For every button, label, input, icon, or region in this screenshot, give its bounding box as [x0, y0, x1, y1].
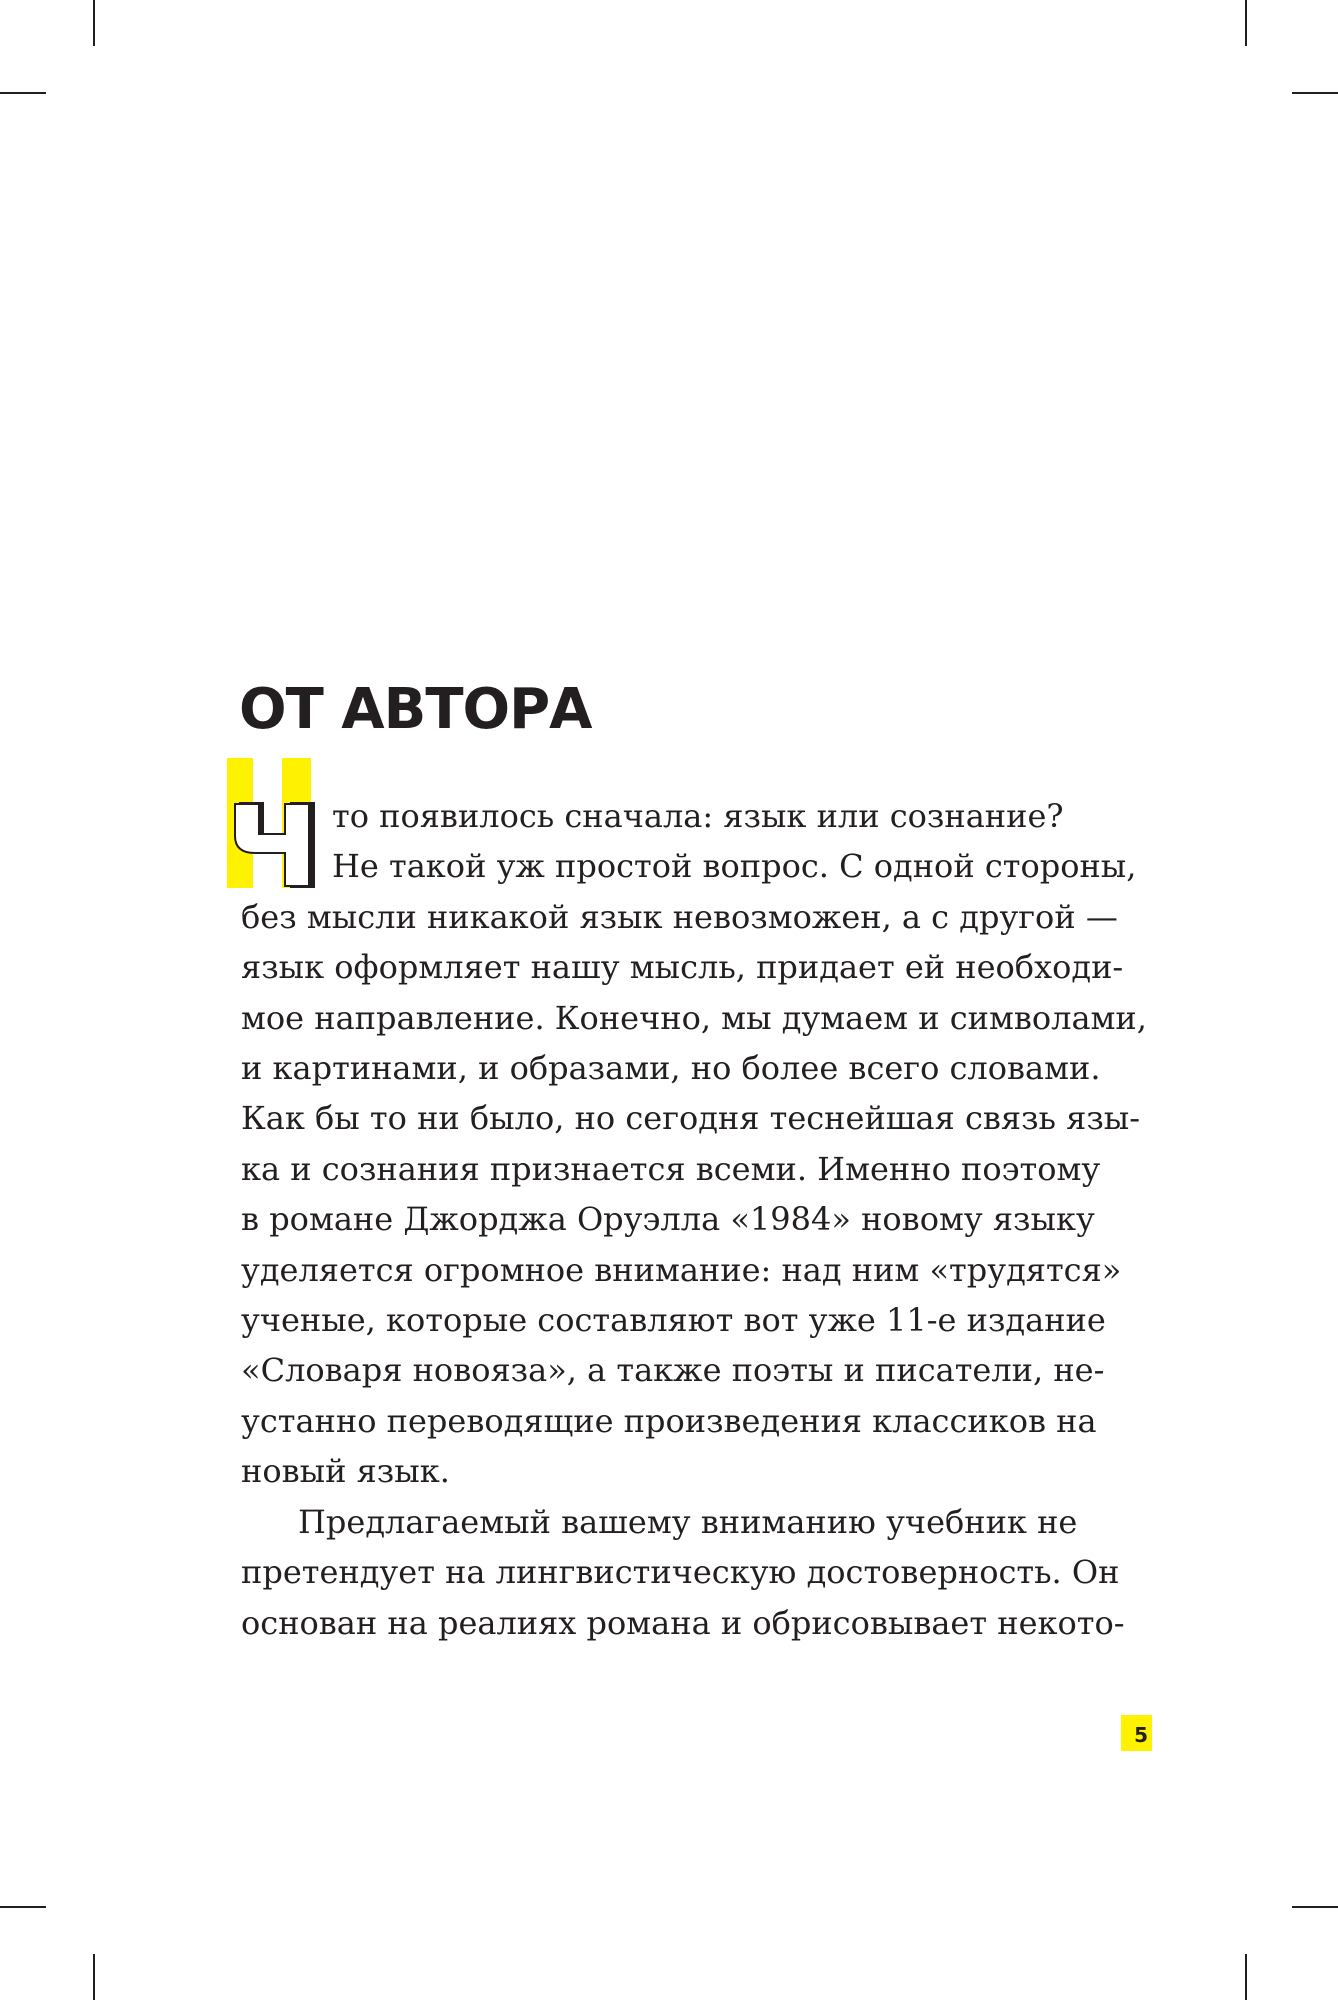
text-line: уделяется огромное внимание: над ним «трудятся» — [241, 1250, 1122, 1289]
crop-mark-bottom-right-horizontal — [1292, 1906, 1338, 1908]
crop-mark-top-right-horizontal — [1292, 92, 1338, 94]
crop-mark-top-left-horizontal — [0, 92, 46, 94]
text-line: устанно переводящие произведения классиков на — [241, 1401, 1097, 1440]
crop-mark-bottom-right-vertical — [1245, 1954, 1247, 2000]
text-line: новый язык. — [241, 1452, 450, 1491]
text-line: и картинами, и образами, но более всего словами. — [241, 1049, 1101, 1088]
crop-mark-bottom-left-horizontal — [0, 1906, 46, 1908]
text-line: основан на реалиях романа и обрисовывает некото- — [241, 1603, 1125, 1642]
text-line: Предлагаемый вашему вниманию учебник не — [298, 1502, 1078, 1541]
crop-mark-top-left-vertical — [93, 0, 95, 46]
text-line: претендует на лингвистическую достоверность. Он — [241, 1553, 1120, 1592]
crop-mark-top-right-vertical — [1245, 0, 1247, 46]
text-line: Не такой уж простой вопрос. С одной стороны, — [332, 847, 1137, 886]
text-line: ка и сознания признается всеми. Именно поэтому — [241, 1149, 1101, 1188]
text-line: без мысли никакой язык невозможен, а с другой — — [241, 897, 1118, 936]
article-body — [241, 791, 1147, 1648]
crop-mark-bottom-left-vertical — [93, 1954, 95, 2000]
text-line: то появилось сначала: язык или сознание? — [332, 797, 1064, 835]
text-line: Как бы то ни было, но сегодня теснейшая связь язы- — [241, 1099, 1141, 1138]
text-line: мое направление. Конечно, мы думаем и символами, — [241, 998, 1147, 1037]
chapter-heading: ОТ АВТОРА — [239, 677, 592, 742]
text-line: ученые, которые составляют вот уже 11-е издание — [241, 1301, 1106, 1340]
text-line: «Словаря новояза», а также поэты и писатели, не- — [241, 1351, 1105, 1390]
page-number: 5 — [1121, 1715, 1152, 1751]
text-line: язык оформляет нашу мысль, придает ей необходи- — [241, 948, 1124, 987]
text-line: в романе Джорджа Оруэлла «1984» новому языку — [241, 1200, 1095, 1239]
